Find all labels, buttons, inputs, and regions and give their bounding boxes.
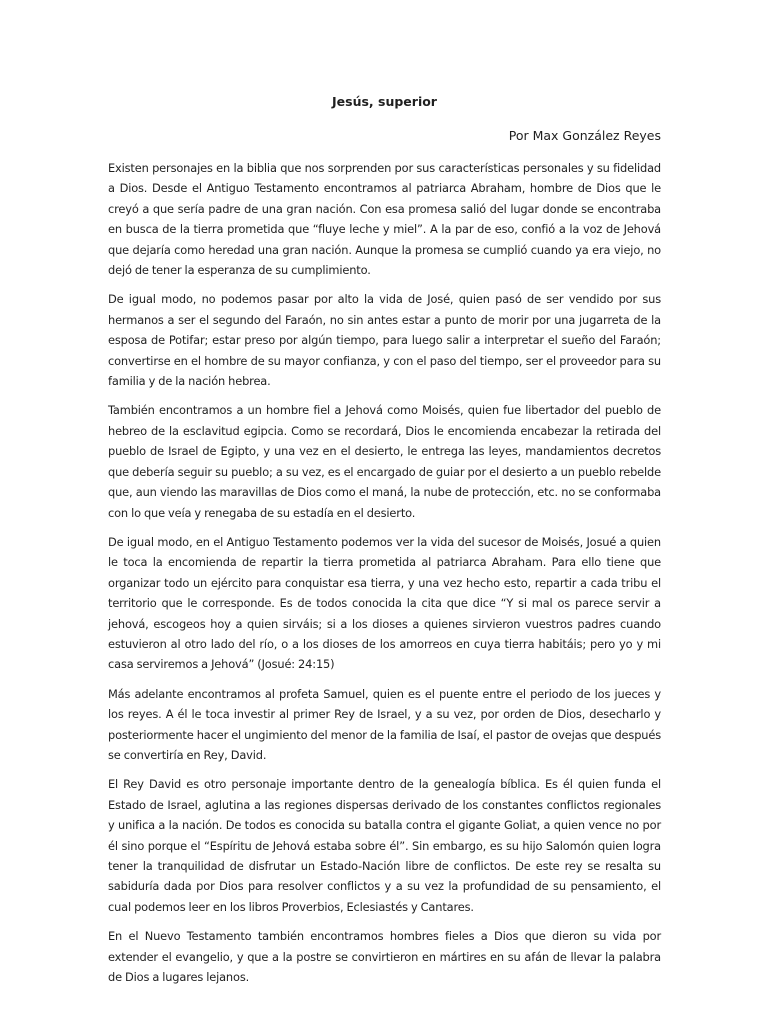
paragraph-jose: De igual modo, no podemos pasar por alto la vida de José, quien pasó de ser vendido por sus hermanos a ser el segundo del Faraón, no sin antes estar a punto de morir por una jugarreta de la esposa de Potifar; estar preso por algún tiempo, para luego salir a interpretar el sueño del Faraón; convertirse en el hombre de su mayor confianza, y con el paso del tiempo, ser el proveedor para su familia y de la nación hebrea. bbox=[108, 292, 661, 389]
paragraph-samuel: Más adelante encontramos al profeta Samuel, quien es el puente entre el periodo de los jueces y los reyes. A él le toca investir al primer Rey de Israel, y a su vez, por orden de Dios, desecharlo y posteriormente hacer el ungimiento del menor de la familia de Isaí, el pastor de ovejas que después se convertiría en Rey, David. bbox=[108, 686, 661, 762]
paragraph-nuevo-testamento: En el Nuevo Testamento también encontramos hombres fieles a Dios que dieron su vida por extender el evangelio, y que a la postre se convirtieron en mártires en su afán de llevar la palabra de Dios a lugares lejanos. bbox=[108, 929, 661, 985]
document-body bbox=[108, 158, 661, 987]
document-author: Por Max González Reyes bbox=[508, 128, 661, 143]
document-title: Jesús, superior bbox=[332, 94, 437, 109]
document-page bbox=[108, 94, 661, 996]
paragraph-josue: De igual modo, en el Antiguo Testamento podemos ver la vida del sucesor de Moisés, Josué a quien le toca la encomienda de repartir la tierra prometida al patriarca Abraham. Para ello tiene que organizar todo un ejército para conquistar esa tierra, y una vez hecho esto, repartir a cada tribu el territorio que le corresponde. Es de todos conocida la cita que dice “Y si mal os parece servir a jehová, escogeos hoy a quien sirváis; si a los dioses a quienes sirvieron vuestros padres cuando estuvieron al otro lado del río, o a los dioses de los amorreos en cuya tierra habitáis; pero yo y mi casa serviremos a Jehová” (Josué: 24:15) bbox=[108, 534, 661, 672]
paragraph-moises: También encontramos a un hombre fiel a Jehová como Moisés, quien fue libertador del pueblo de hebreo de la esclavitud egipcia. Como se recordará, Dios le encomienda encabezar la retirada del pueblo de Israel de Egipto, y una vez en el desierto, le entrega las leyes, mandamientos decretos que debería seguir su pueblo; a su vez, es el encargado de guiar por el desierto a un pueblo rebelde que, aun viendo las maravillas de Dios como el maná, la nube de protección, etc. no se conformaba con lo que veía y renegaba de su estadía en el desierto. bbox=[108, 403, 661, 520]
paragraph-david: El Rey David es otro personaje importante dentro de la genealogía bíblica. Es él quien funda el Estado de Israel, aglutina a las regiones dispersas derivado de los constantes conflictos regionales y unifica a la nación. De todos es conocida su batalla contra el gigante Goliat, a quien vence no por él sino porque el “Espíritu de Jehová estaba sobre él”. Sin embargo, es su hijo Salomón quien logra tener la tranquilidad de disfrutar un Estado-Nación libre de conflictos. De este rey se resalta su sabiduría dada por Dios para resolver conflictos y a su vez la profundidad de su pensamiento, el cual podemos leer en los libros Proverbios, Eclesiastés y Cantares. bbox=[108, 777, 661, 914]
paragraph-abraham: Existen personajes en la biblia que nos sorprenden por sus características personales y su fidelidad a Dios. Desde el Antiguo Testamento encontramos al patriarca Abraham, hombre de Dios que le creyó a que sería padre de una gran nación. Con esa promesa salió del lugar donde se encontraba en busca de la tierra prometida que “fluye leche y miel”. A la par de eso, confió a la voz de Jehová que dejaría como heredad una gran nación. Aunque la promesa se cumplió cuando ya era viejo, no dejó de tener la esperanza de su cumplimiento. bbox=[108, 161, 661, 278]
